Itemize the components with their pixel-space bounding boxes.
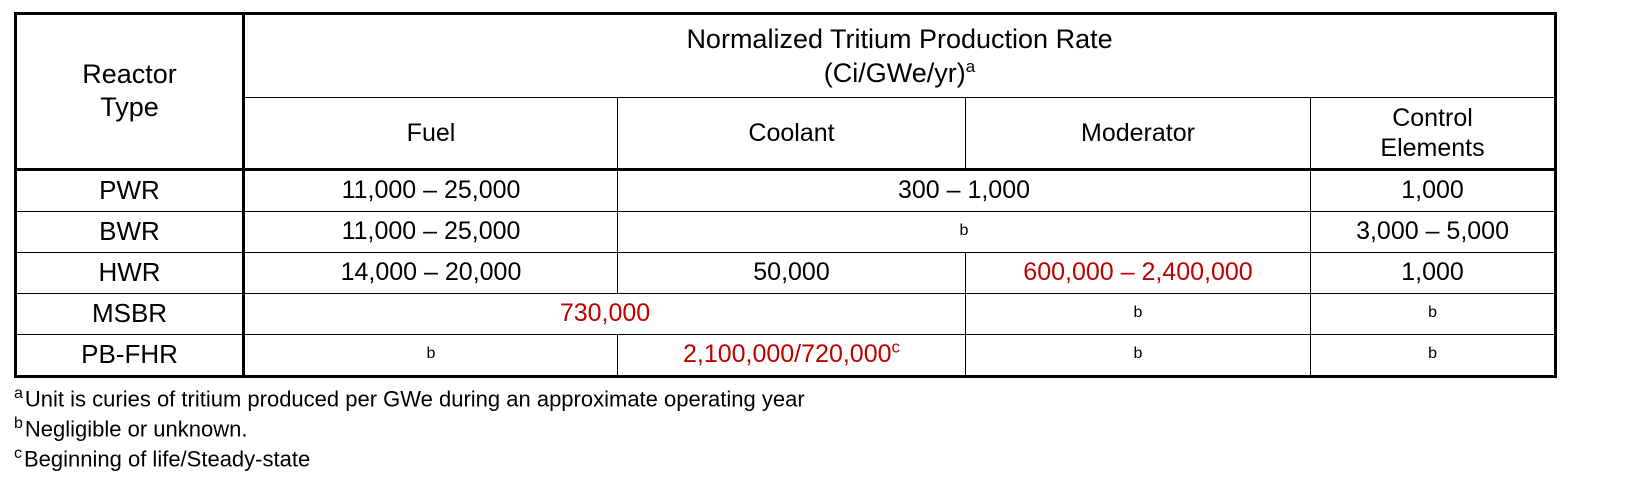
header-reactor-type-line1: Reactor: [82, 58, 177, 89]
cell-pbfhr-coolant: [618, 334, 966, 376]
header-control-elements: [1311, 97, 1556, 169]
row-label-hwr: HWR: [16, 252, 244, 293]
footnote-a-marker: a: [14, 384, 23, 402]
cell-msbr-moderator: b: [966, 292, 1311, 333]
header-reactor-type: [16, 14, 244, 170]
cell-msbr-fuel-coolant: 730,000: [244, 293, 966, 334]
cell-pwr-fuel: 11,000 – 25,000: [244, 169, 618, 211]
row-label-pbfhr: PB-FHR: [16, 334, 244, 376]
cell-hwr-fuel: 14,000 – 20,000: [244, 252, 618, 293]
footnote-c-marker: c: [14, 445, 22, 463]
cell-bwr-control: 3,000 – 5,000: [1311, 211, 1556, 252]
cell-pbfhr-control: b: [1311, 333, 1556, 375]
cell-bwr-coolant-moderator: b: [618, 210, 1311, 251]
cell-hwr-moderator: 600,000 – 2,400,000: [966, 252, 1311, 293]
table-row: [16, 293, 1556, 334]
footnote-b-marker: b: [14, 414, 23, 432]
cell-hwr-coolant: 50,000: [618, 252, 966, 293]
header-reactor-type-line2: Type: [100, 92, 159, 123]
tritium-production-table: [14, 12, 1557, 378]
header-units: (Ci/GWe/yr): [823, 57, 966, 88]
row-label-bwr: BWR: [16, 211, 244, 252]
header-units-footnote-marker: a: [965, 56, 976, 76]
cell-pbfhr-coolant-value: 2,100,000/720,000: [682, 340, 892, 368]
footnote-b-text: Negligible or unknown.: [24, 416, 248, 442]
table-body: [16, 169, 1556, 376]
header-control-elements-line1: Control: [1392, 103, 1473, 132]
header-normalized-rate: [244, 14, 1556, 98]
header-row-group: [16, 14, 1556, 98]
cell-pwr-control: 1,000: [1311, 169, 1556, 211]
table-row: [16, 252, 1556, 293]
table-header: [16, 14, 1556, 170]
row-label-msbr: MSBR: [16, 293, 244, 334]
cell-bwr-fuel: 11,000 – 25,000: [244, 211, 618, 252]
cell-hwr-control: 1,000: [1311, 252, 1556, 293]
header-control-elements-line2: Elements: [1380, 133, 1485, 162]
header-coolant: Coolant: [618, 97, 966, 169]
footnote-a-text: Unit is curies of tritium produced per GWe during an approximate operating year: [24, 385, 805, 411]
cell-pbfhr-moderator: b: [966, 333, 1311, 375]
table-row: [16, 169, 1556, 211]
cell-pbfhr-fuel: b: [244, 333, 618, 375]
header-fuel: Fuel: [244, 97, 618, 169]
cell-pwr-coolant-moderator: 300 – 1,000: [618, 169, 1311, 211]
header-moderator: Moderator: [966, 97, 1311, 169]
footnote-b: [14, 413, 1557, 443]
cell-pbfhr-coolant-footnote-marker: c: [891, 337, 901, 357]
cell-msbr-control: b: [1311, 292, 1556, 333]
footnotes: [14, 383, 1557, 474]
footnote-c: [14, 443, 1557, 473]
header-row-columns: [16, 97, 1556, 169]
header-normalized-rate-line2: [245, 57, 1554, 91]
table-row: [16, 334, 1556, 376]
header-normalized-rate-line1: Normalized Tritium Production Rate: [686, 24, 1113, 54]
footnote-c-text: Beginning of life/Steady-state: [24, 446, 311, 472]
table-row: [16, 211, 1556, 252]
footnote-a: [14, 383, 1557, 413]
row-label-pwr: PWR: [16, 169, 244, 211]
